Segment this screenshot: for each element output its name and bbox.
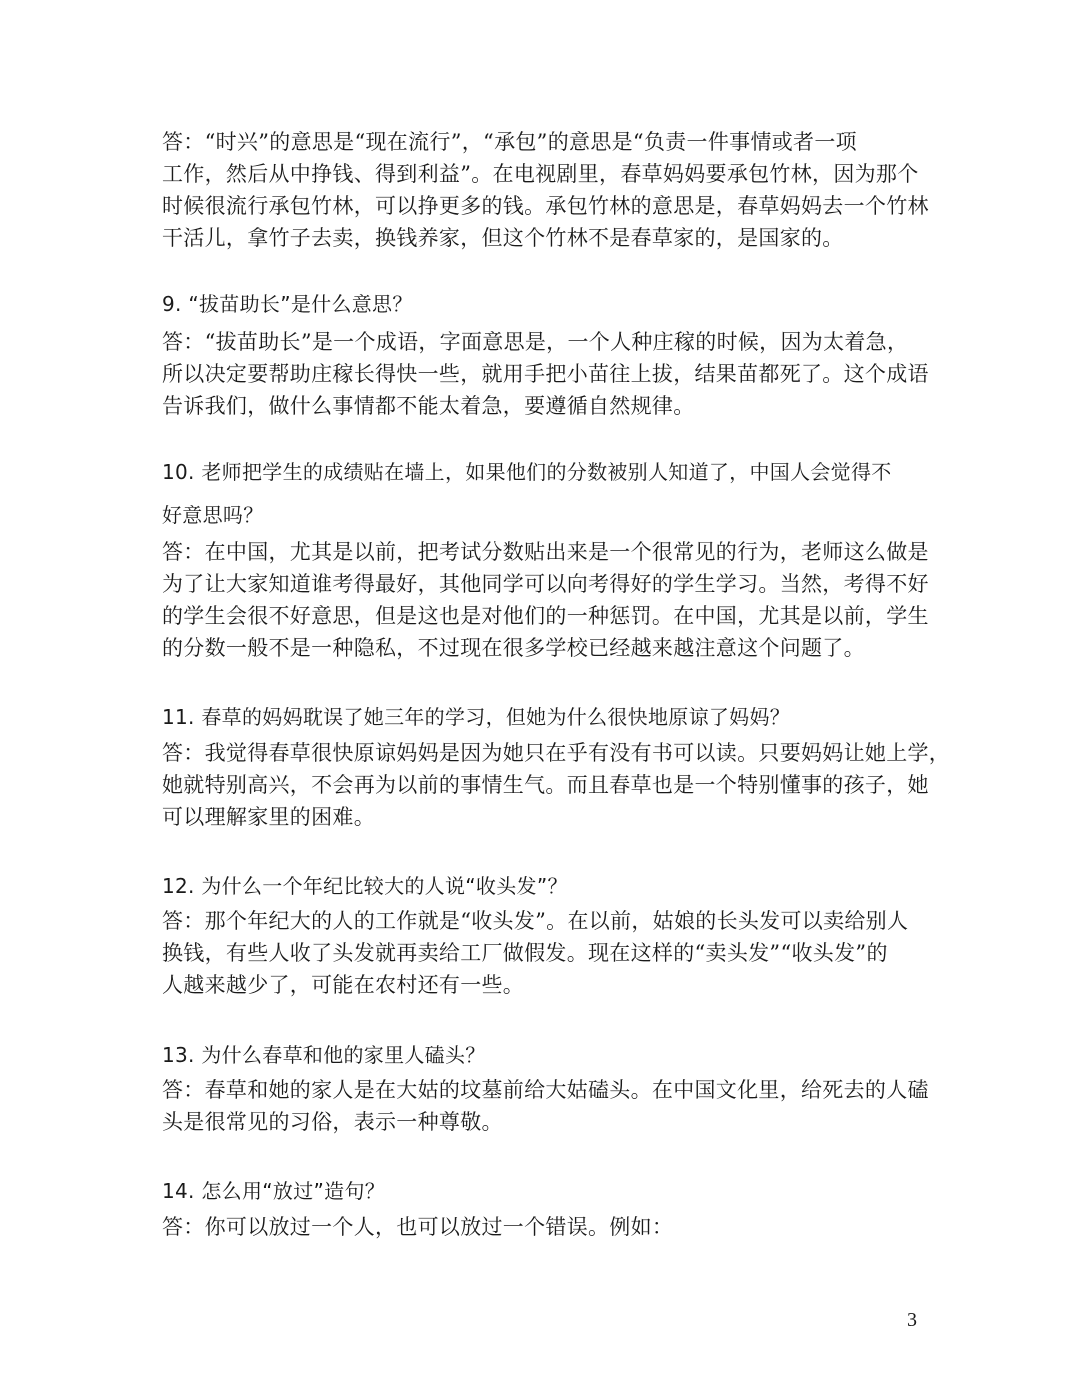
answer-line: 的学生会很不好意思，但是这也是对他们的一种惩罚。在中国，尤其是以前，学生 <box>162 604 929 628</box>
answer-line: 的分数一般不是一种隐私，不过现在很多学校已经越来越注意这个问题了。 <box>162 636 865 660</box>
answer-line: 答：那个年纪大的人的工作就是“收头发”。在以前，姑娘的长头发可以卖给别人 <box>162 909 909 933</box>
answer-line: 答：“时兴”的意思是“现在流行”，“承包”的意思是“负责一件事情或者一项 <box>162 130 857 154</box>
answer-line: 时候很流行承包竹林，可以挣更多的钱。承包竹林的意思是，春草妈妈去一个竹林 <box>162 194 929 218</box>
answer-line: 工作，然后从中挣钱、得到利益”。在电视剧里，春草妈妈要承包竹林，因为那个 <box>162 162 919 186</box>
answer-line: 干活儿，拿竹子去卖，换钱养家，但这个竹林不是春草家的，是国家的。 <box>162 226 844 250</box>
answer-line: 可以理解家里的困难。 <box>162 805 375 829</box>
answer-line: 所以决定要帮助庄稼长得快一些，就用手把小苗往上拔，结果苗都死了。这个成语 <box>162 362 929 386</box>
answer-line: 告诉我们，做什么事情都不能太着急，要遵循自然规律。 <box>162 394 695 418</box>
answer-line: 答：“拔苗助长”是一个成语，字面意思是，一个人种庄稼的时候，因为太着急， <box>162 330 909 354</box>
answer-line: 答：春草和她的家人是在大姑的坟墓前给大姑磕头。在中国文化里，给死去的人磕 <box>162 1078 929 1102</box>
question-line: 9. “拔苗助长”是什么意思？ <box>162 292 413 316</box>
answer-line: 答：你可以放过一个人，也可以放过一个错误。例如： <box>162 1215 674 1239</box>
answer-line: 换钱，有些人收了头发就再卖给工厂做假发。现在这样的“卖头发”“收头发”的 <box>162 941 888 965</box>
question-line: 10. 老师把学生的成绩贴在墙上，如果他们的分数被别人知道了，中国人会觉得不 <box>162 460 892 484</box>
question-line: 14. 怎么用“放过”造句？ <box>162 1179 386 1203</box>
question-line: 11. 春草的妈妈耽误了她三年的学习，但她为什么很快地原谅了妈妈？ <box>162 705 791 729</box>
answer-line: 为了让大家知道谁考得最好，其他同学可以向考得好的学生学习。当然，考得不好 <box>162 572 929 596</box>
question-line: 好意思吗？ <box>162 503 264 527</box>
question-line: 13. 为什么春草和他的家里人磕头？ <box>162 1043 486 1067</box>
answer-line: 人越来越少了，可能在农村还有一些。 <box>162 973 525 997</box>
answer-line: 答：我觉得春草很快原谅妈妈是因为她只在乎有没有书可以读。只要妈妈让她上学， <box>162 741 951 765</box>
answer-line: 她就特别高兴，不会再为以前的事情生气。而且春草也是一个特别懂事的孩子，她 <box>162 773 929 797</box>
answer-line: 答：在中国，尤其是以前，把考试分数贴出来是一个很常见的行为，老师这么做是 <box>162 540 929 564</box>
question-line: 12. 为什么一个年纪比较大的人说“收头发”？ <box>162 874 568 898</box>
answer-line: 头是很常见的习俗，表示一种尊敬。 <box>162 1110 503 1134</box>
page-number: 3 <box>907 1309 917 1331</box>
